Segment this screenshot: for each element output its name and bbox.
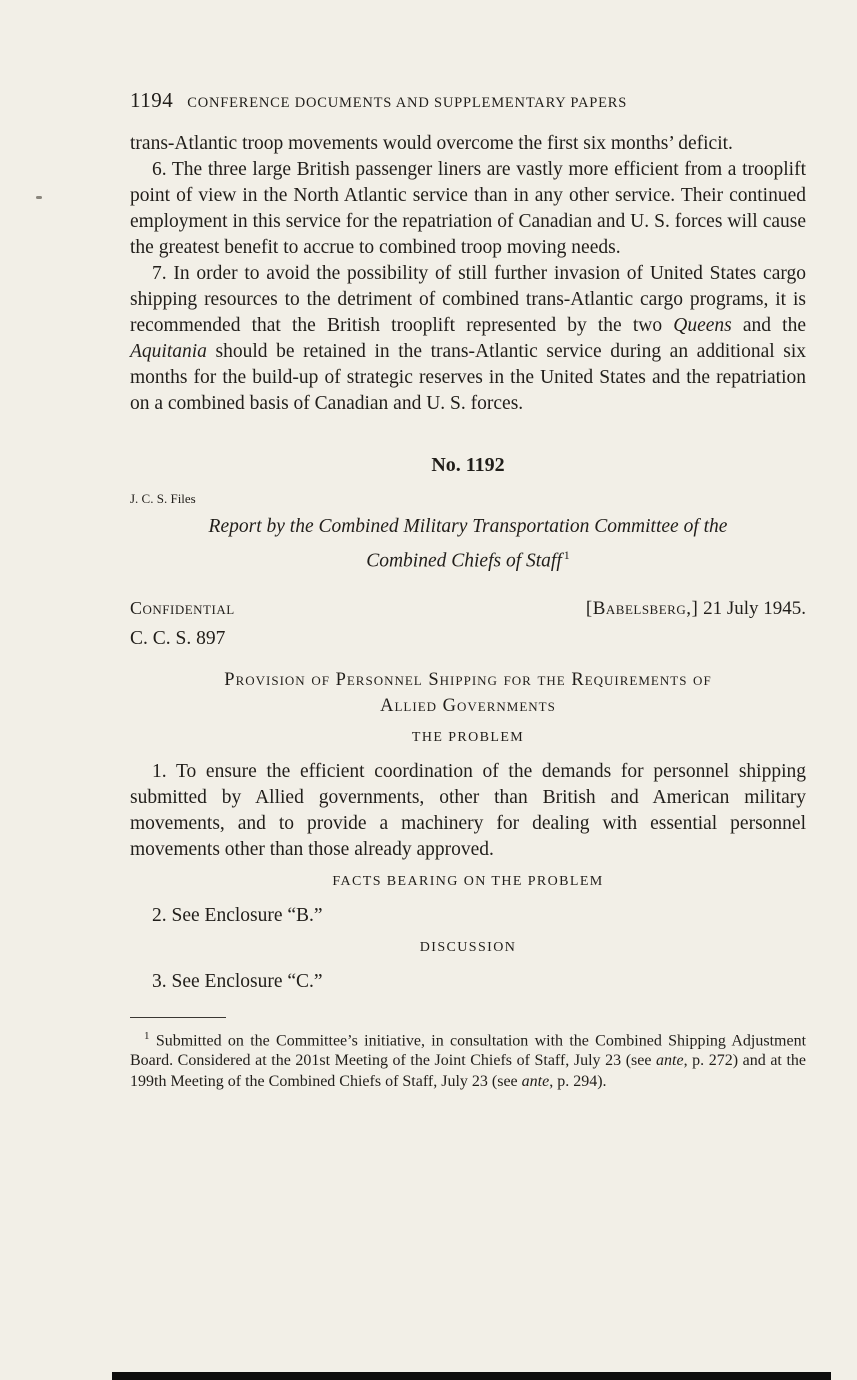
running-header-title: CONFERENCE DOCUMENTS AND SUPPLEMENTARY PAPERS <box>187 95 628 111</box>
paragraph-7 <box>130 261 806 417</box>
paragraph-1: 1. To ensure the efficient coordination of the demands for personnel shipping submitted by Allied governments, other than British and American military movements, and to provide a machinery for dealing with essential personnel movements other than those already approved. <box>130 760 806 860</box>
dateline-date: 21 July 1945. <box>703 597 806 619</box>
document-title <box>130 513 806 576</box>
paragraph-7-segment: 7. In order to avoid the possibility of still further invasion of United States cargo shipping resources to the detriment of combined trans-Atlantic cargo programs, it is recommended that the British trooplift represented by the two <box>130 263 806 336</box>
ship-name-aquitania: Aquitania <box>130 341 207 362</box>
classification-date-row <box>130 596 806 621</box>
footnote-italic-ante: ante <box>521 1072 550 1090</box>
scan-artifact-dot <box>36 196 42 199</box>
footnote-segment: , p. 294). <box>549 1072 607 1090</box>
footnote-number: 1 <box>144 1029 150 1042</box>
dateline <box>586 597 806 621</box>
section-heading-facts: FACTS BEARING ON THE PROBLEM <box>332 873 604 889</box>
subject-heading <box>130 667 806 719</box>
paragraph-7-segment: should be retained in the trans-Atlantic service during an additional six months for the build-up of strategic reserves in the United States and the repatriation on a combined basis of Canadian and U. S. forces. <box>130 341 806 414</box>
reference-number: C. C. S. 897 <box>130 627 226 649</box>
paragraph-6: 6. The three large British passenger liners are vastly more efficient from a trooplift point of view in the North Atlantic service than in any other service. Their continued employment in this service for the repatriation of Canadian and U. S. forces will cause the greatest benefit to accrue to combined troop moving needs. <box>130 159 806 258</box>
footnote-italic-ante: ante <box>656 1052 684 1070</box>
section-heading-discussion: DISCUSSION <box>419 939 517 955</box>
footnote-segment: Submitted on the Committee’s initiative, in consultation with the Combined Shipping Adjustment Board. Considered at the 201st Meeting of the Joint Chiefs of Staff, July 23 (see <box>130 1031 807 1070</box>
footnote-reference: 1 <box>563 548 570 562</box>
footnote-segment: , p. 272) and at the 199th Meeting of the Combined Chiefs of Staff, July 23 (see <box>130 1052 806 1090</box>
document-title-line-2: Combined Chiefs of Staff <box>366 550 562 572</box>
dateline-place: [Babelsberg,] <box>585 597 699 619</box>
subject-heading-line-1: Provision of Personnel Shipping for the Requirements of <box>224 669 712 690</box>
subject-heading-line-2: Allied Governments <box>380 695 556 716</box>
source-note: J. C. S. Files <box>130 491 196 506</box>
document-title-line-1: Report by the Combined Military Transportation Committee of the <box>208 516 728 537</box>
classification-label: Confidential <box>130 597 235 618</box>
paragraph-3: 3. See Enclosure “C.” <box>152 970 323 992</box>
scan-edge-bar <box>112 1372 831 1380</box>
paragraph-continuation: trans-Atlantic troop movements would overcome the first six months’ deficit. <box>130 133 733 154</box>
running-header <box>130 88 806 113</box>
section-heading-problem: THE PROBLEM <box>411 729 525 745</box>
paragraph-7-segment: and the <box>731 315 806 336</box>
paragraph-2: 2. See Enclosure “B.” <box>152 904 323 926</box>
page-number: 1194 <box>130 88 174 112</box>
footnote-separator-rule <box>130 1017 226 1018</box>
page-content <box>130 88 806 1092</box>
footnote <box>130 1026 806 1093</box>
document-number: No. 1192 <box>431 454 505 476</box>
ship-name-queens: Queens <box>673 315 732 336</box>
